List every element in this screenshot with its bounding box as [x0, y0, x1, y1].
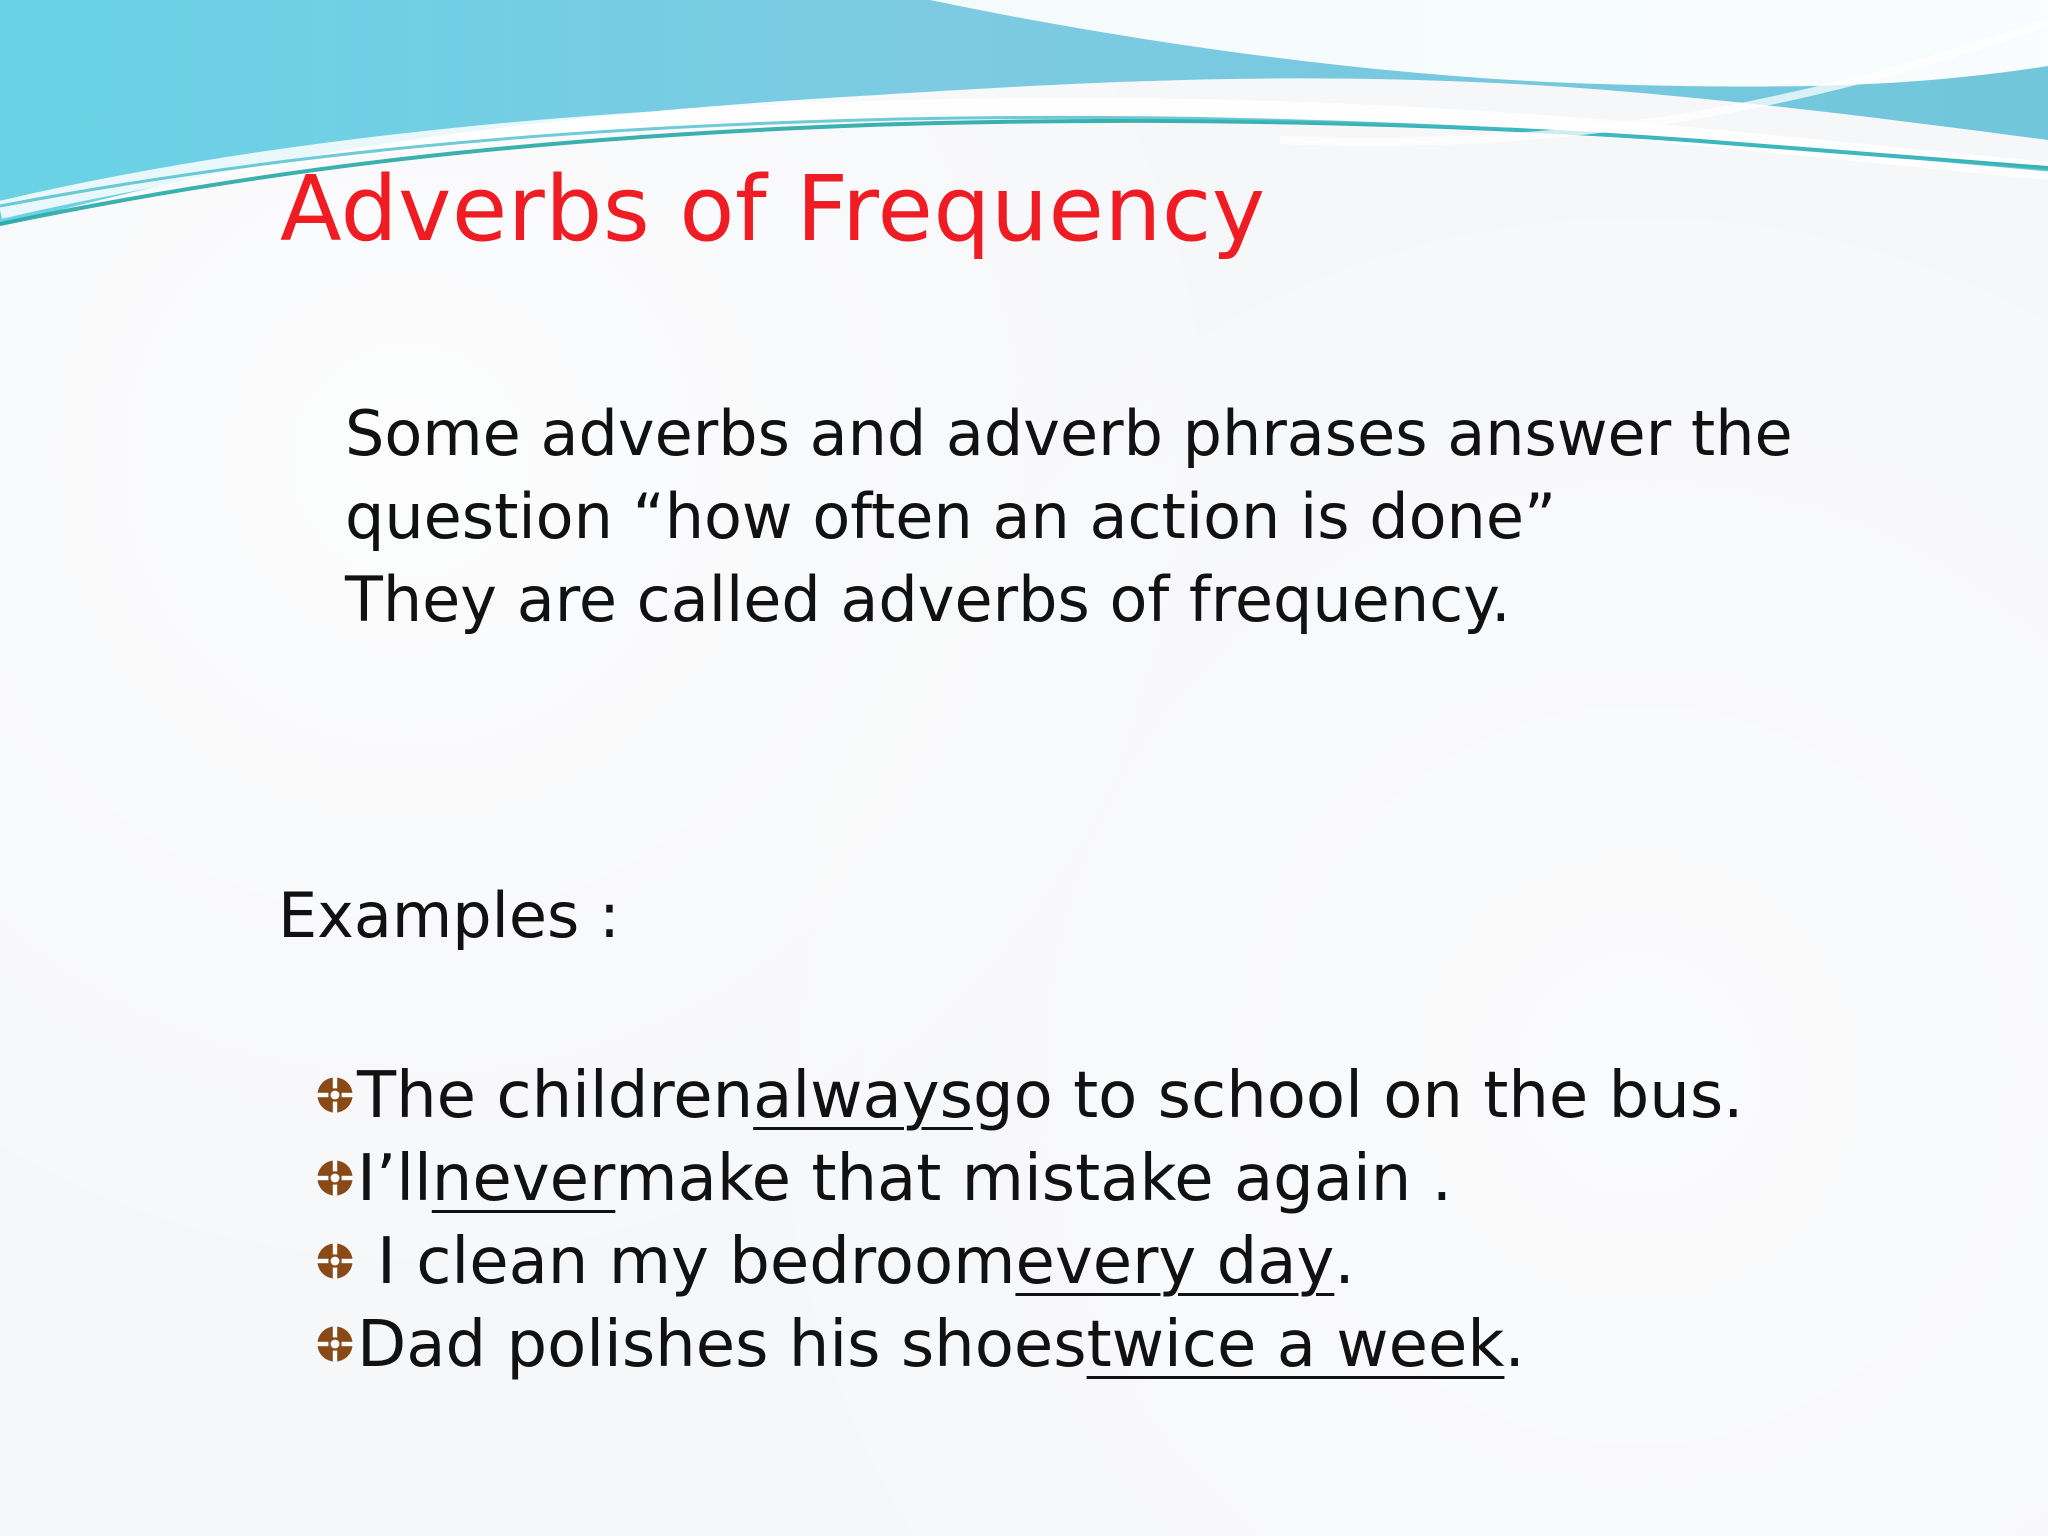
gear-bullet-icon [313, 1322, 357, 1366]
frequency-phrase: every day [1015, 1225, 1335, 1299]
example-text-before: The children [357, 1059, 754, 1133]
example-text-before: I clean my bedroom [377, 1225, 1016, 1299]
intro-line-2: question “how often an action is done” [345, 480, 1557, 553]
gear-bullet-icon [313, 1073, 357, 1117]
example-item [313, 1055, 1744, 1138]
frequency-phrase: twice a week [1086, 1308, 1505, 1382]
example-text-after: . [1504, 1308, 1525, 1382]
example-item [313, 1138, 1744, 1221]
intro-line-3: They are called adverbs of frequency. [345, 563, 1511, 636]
example-text-after: make that mistake again . [615, 1142, 1453, 1216]
examples-heading: Examples : [278, 879, 620, 952]
example-item [313, 1221, 1744, 1304]
examples-list [313, 1055, 1744, 1387]
example-text-before: Dad polishes his shoes [357, 1308, 1087, 1382]
intro-text [345, 392, 1793, 641]
example-text-after: go to school on the bus. [972, 1059, 1744, 1133]
frequency-phrase: always [753, 1059, 973, 1133]
example-text-before: I’ll [357, 1142, 432, 1216]
slide-title: Adverbs of Frequency [280, 157, 1266, 262]
frequency-phrase: never [431, 1142, 616, 1216]
intro-line-1: Some adverbs and adverb phrases answer the [345, 397, 1793, 470]
example-item [313, 1304, 1744, 1387]
gear-bullet-icon [313, 1239, 357, 1283]
example-text-after: . [1334, 1225, 1355, 1299]
gear-bullet-icon [313, 1156, 357, 1200]
